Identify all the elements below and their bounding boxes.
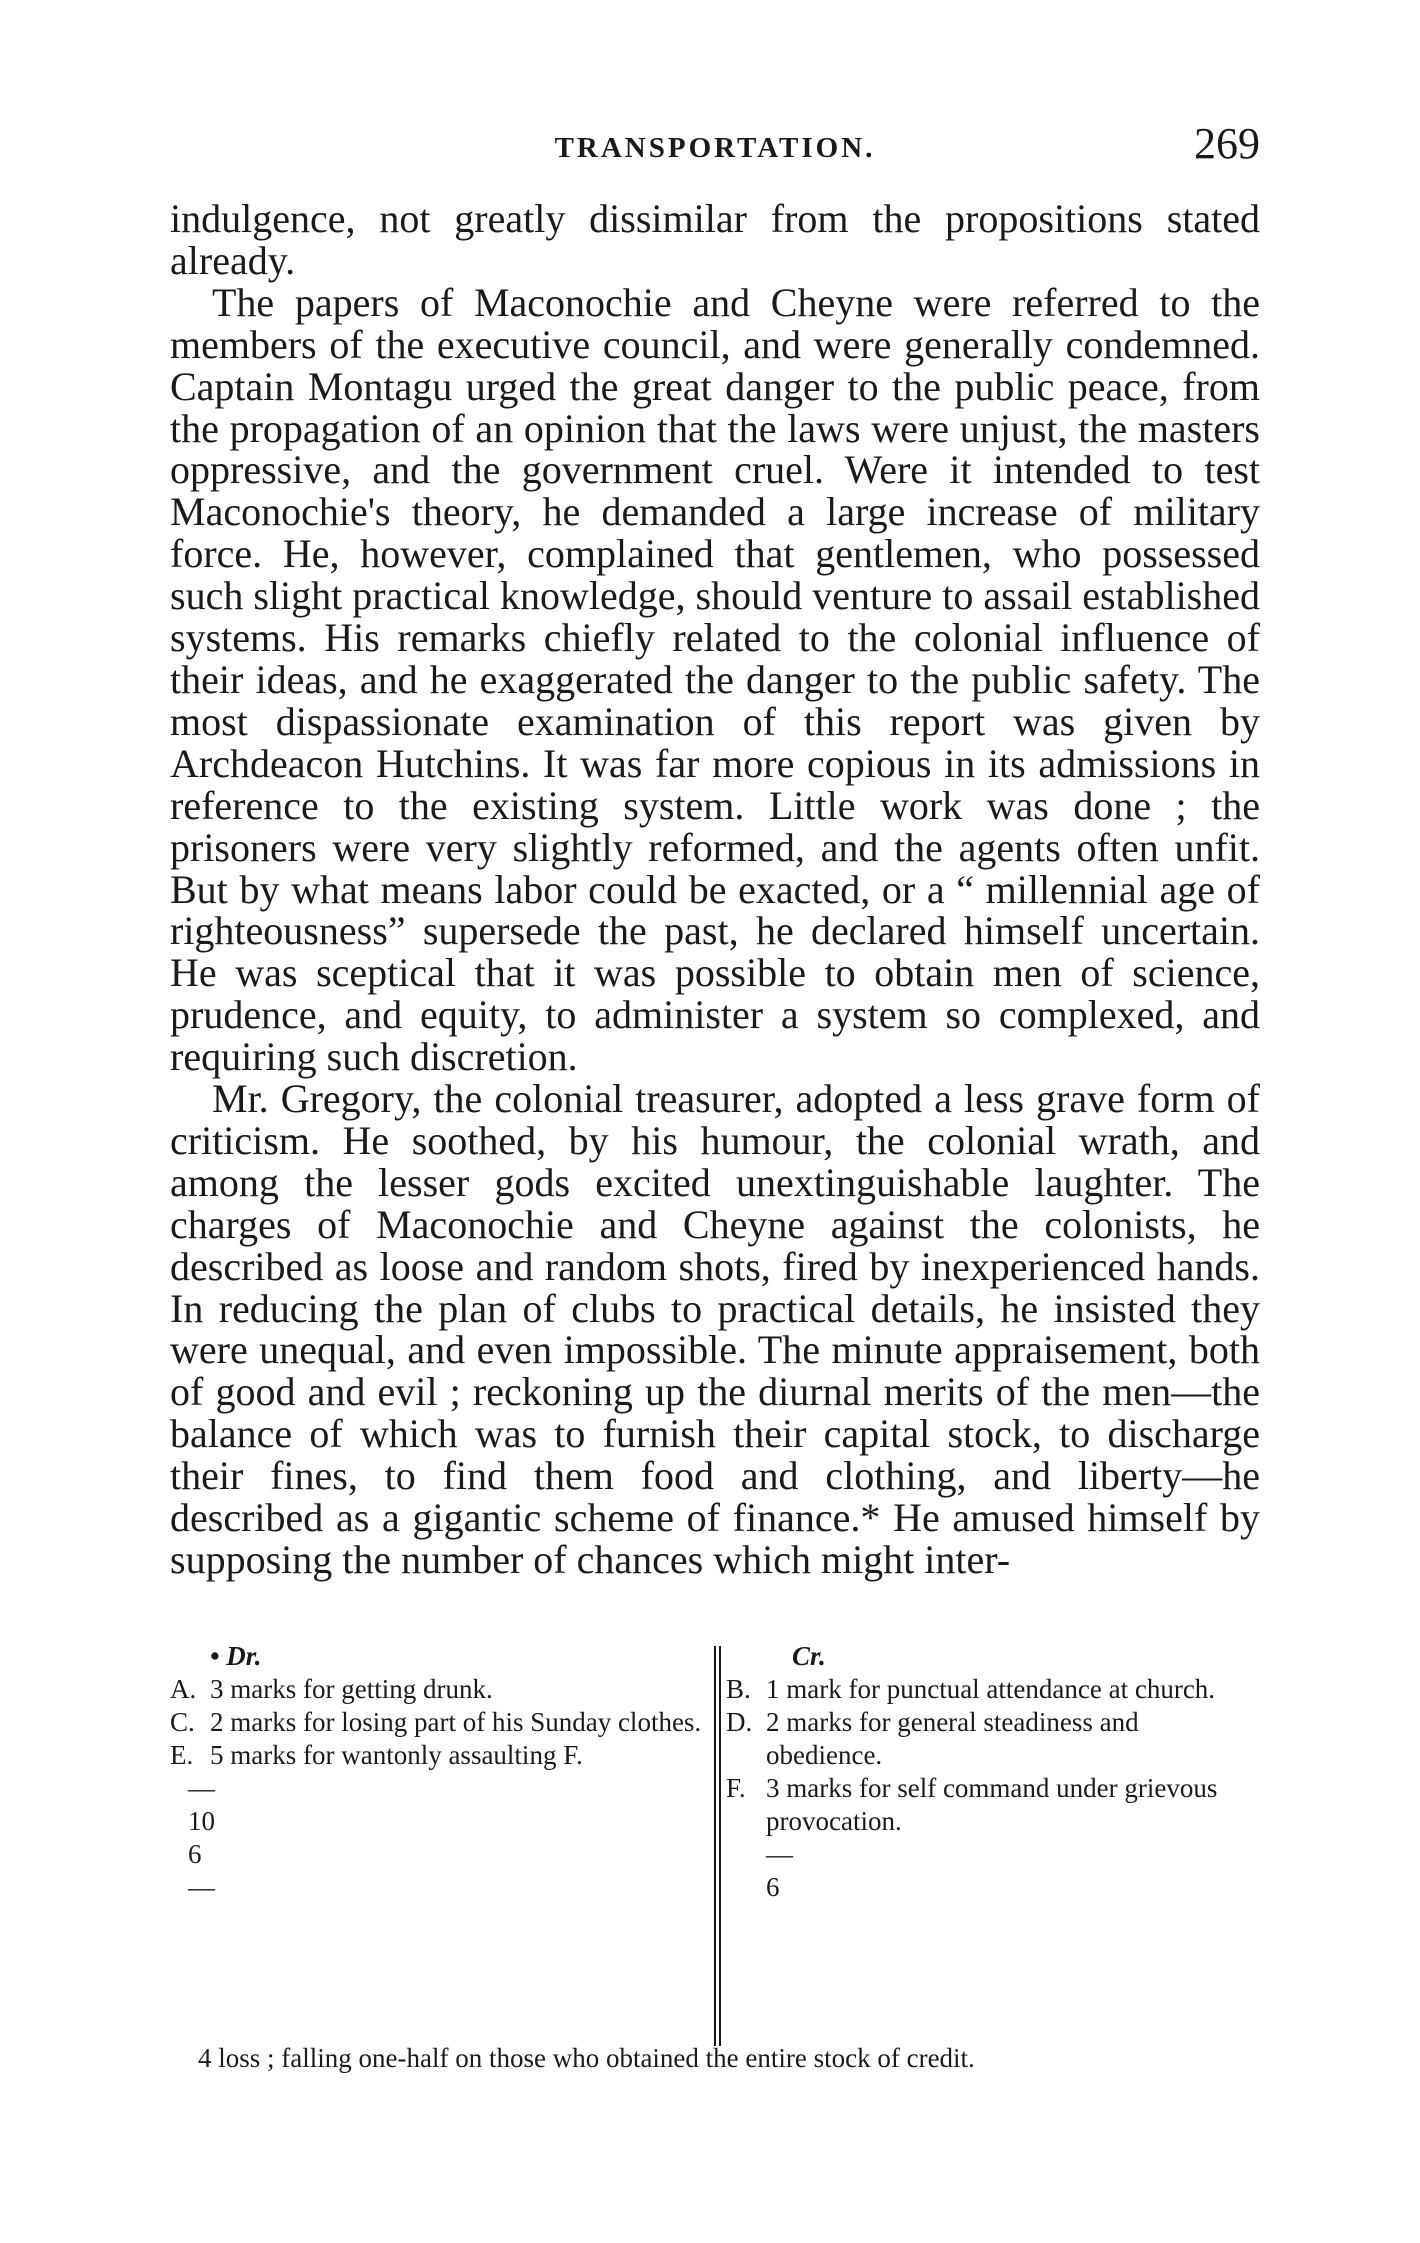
debit-heading: • Dr. [210,1641,262,1671]
debit-total: 10 [188,1806,215,1836]
entry-text: 2 marks for losing part of his Sunday clothes. [210,1707,702,1737]
credit-heading: Cr. [792,1641,826,1671]
ledger-divider [714,1646,716,2046]
entry-key: A. [170,1674,197,1704]
ledger-divider [719,1646,721,2046]
entry-text: 2 marks for general steadiness and obedience. [766,1707,1139,1770]
ledger-credit-column [726,1640,1260,1904]
paragraph-continued: indulgence, not greatly dissimilar from the propositions stated already. [170,196,1260,283]
paragraph-executive-council: The papers of Maconochie and Cheyne were referred to the members of the executive council, and were generally condemned. Captain Montagu urged the great danger to the public peace, from the propagation of an opinion that the laws were unjust, the masters oppressive, and the government cruel. Were it intended to test Maconochie's theory, he demanded a large increase of military force. He, however, complained that gentlemen, who possessed such slight practical knowledge, should venture to assail established systems. His remarks chiefly related to the colonial influence of their ideas, and he exaggerated the danger to the public safety. The most dispassionate examination of this report was given by Archdeacon Hutchins. It was far more copious in its admissions in reference to the existing system. Little work was done ; the prisoners were very slightly reformed, and the agents often unfit. But by what means labor could be exacted, or a “ millennial age of righteousness” supersede the past, he declared himself uncertain. He was sceptical that it was possible to obtain men of science, prudence, and equity, to administer a system so complexed, and requiring such discretion. [170,279,1260,1080]
body-text [170,198,1260,1581]
entry-text: 1 mark for punctual attendance at church. [766,1674,1216,1704]
entry-text: 5 marks for wantonly assaulting F. [210,1740,583,1770]
debit-sum-rule: — [188,1773,215,1803]
credit-total: 6 [766,1872,780,1902]
ledger-entry [170,1706,708,1739]
debit-credit-offset: 6 [188,1839,202,1869]
entry-key: F. [726,1773,746,1803]
entry-key: D. [726,1707,753,1737]
debit-balance-rule: — [188,1872,215,1902]
ledger-entry [726,1706,1260,1772]
entry-text: 3 marks for getting drunk. [210,1674,493,1704]
running-head [170,118,1260,178]
ledger-entry [726,1772,1260,1838]
entry-key: C. [170,1707,195,1737]
footnote-ledger [170,1640,1260,2080]
running-title: TRANSPORTATION. [554,132,876,164]
page-number: 269 [1194,119,1260,168]
ledger-entry [170,1673,708,1706]
credit-sum-rule: — [766,1839,793,1869]
entry-key: B. [726,1674,751,1704]
ledger-conclusion: 4 loss ; falling one-half on those who obtained the entire stock of credit. [198,2043,975,2073]
ledger-entry [726,1673,1260,1706]
entry-text: 3 marks for self command under grievous provocation. [766,1773,1218,1836]
paragraph-gregory: Mr. Gregory, the colonial treasurer, adopted a less grave form of criticism. He soothed, by his humour, the colonial wrath, and among the lesser gods excited unextinguishable laughter. The charges of Maconochie and Cheyne against the colonists, he described as loose and random shots, fired by inexperienced hands. In reducing the plan of clubs to practical details, he insisted they were unequal, and even impossible. The minute appraisement, both of good and evil ; reckoning up the diurnal merits of the men—the balance of which was to furnish their capital stock, to discharge their fines, to find them food and clothing, and liberty—he described as a gigantic scheme of finance.* He amused himself by supposing the number of chances which might inter- [170,1076,1260,1582]
ledger-entry [170,1739,708,1772]
ledger-debit-column [170,1640,708,1904]
entry-key: E. [170,1740,194,1770]
